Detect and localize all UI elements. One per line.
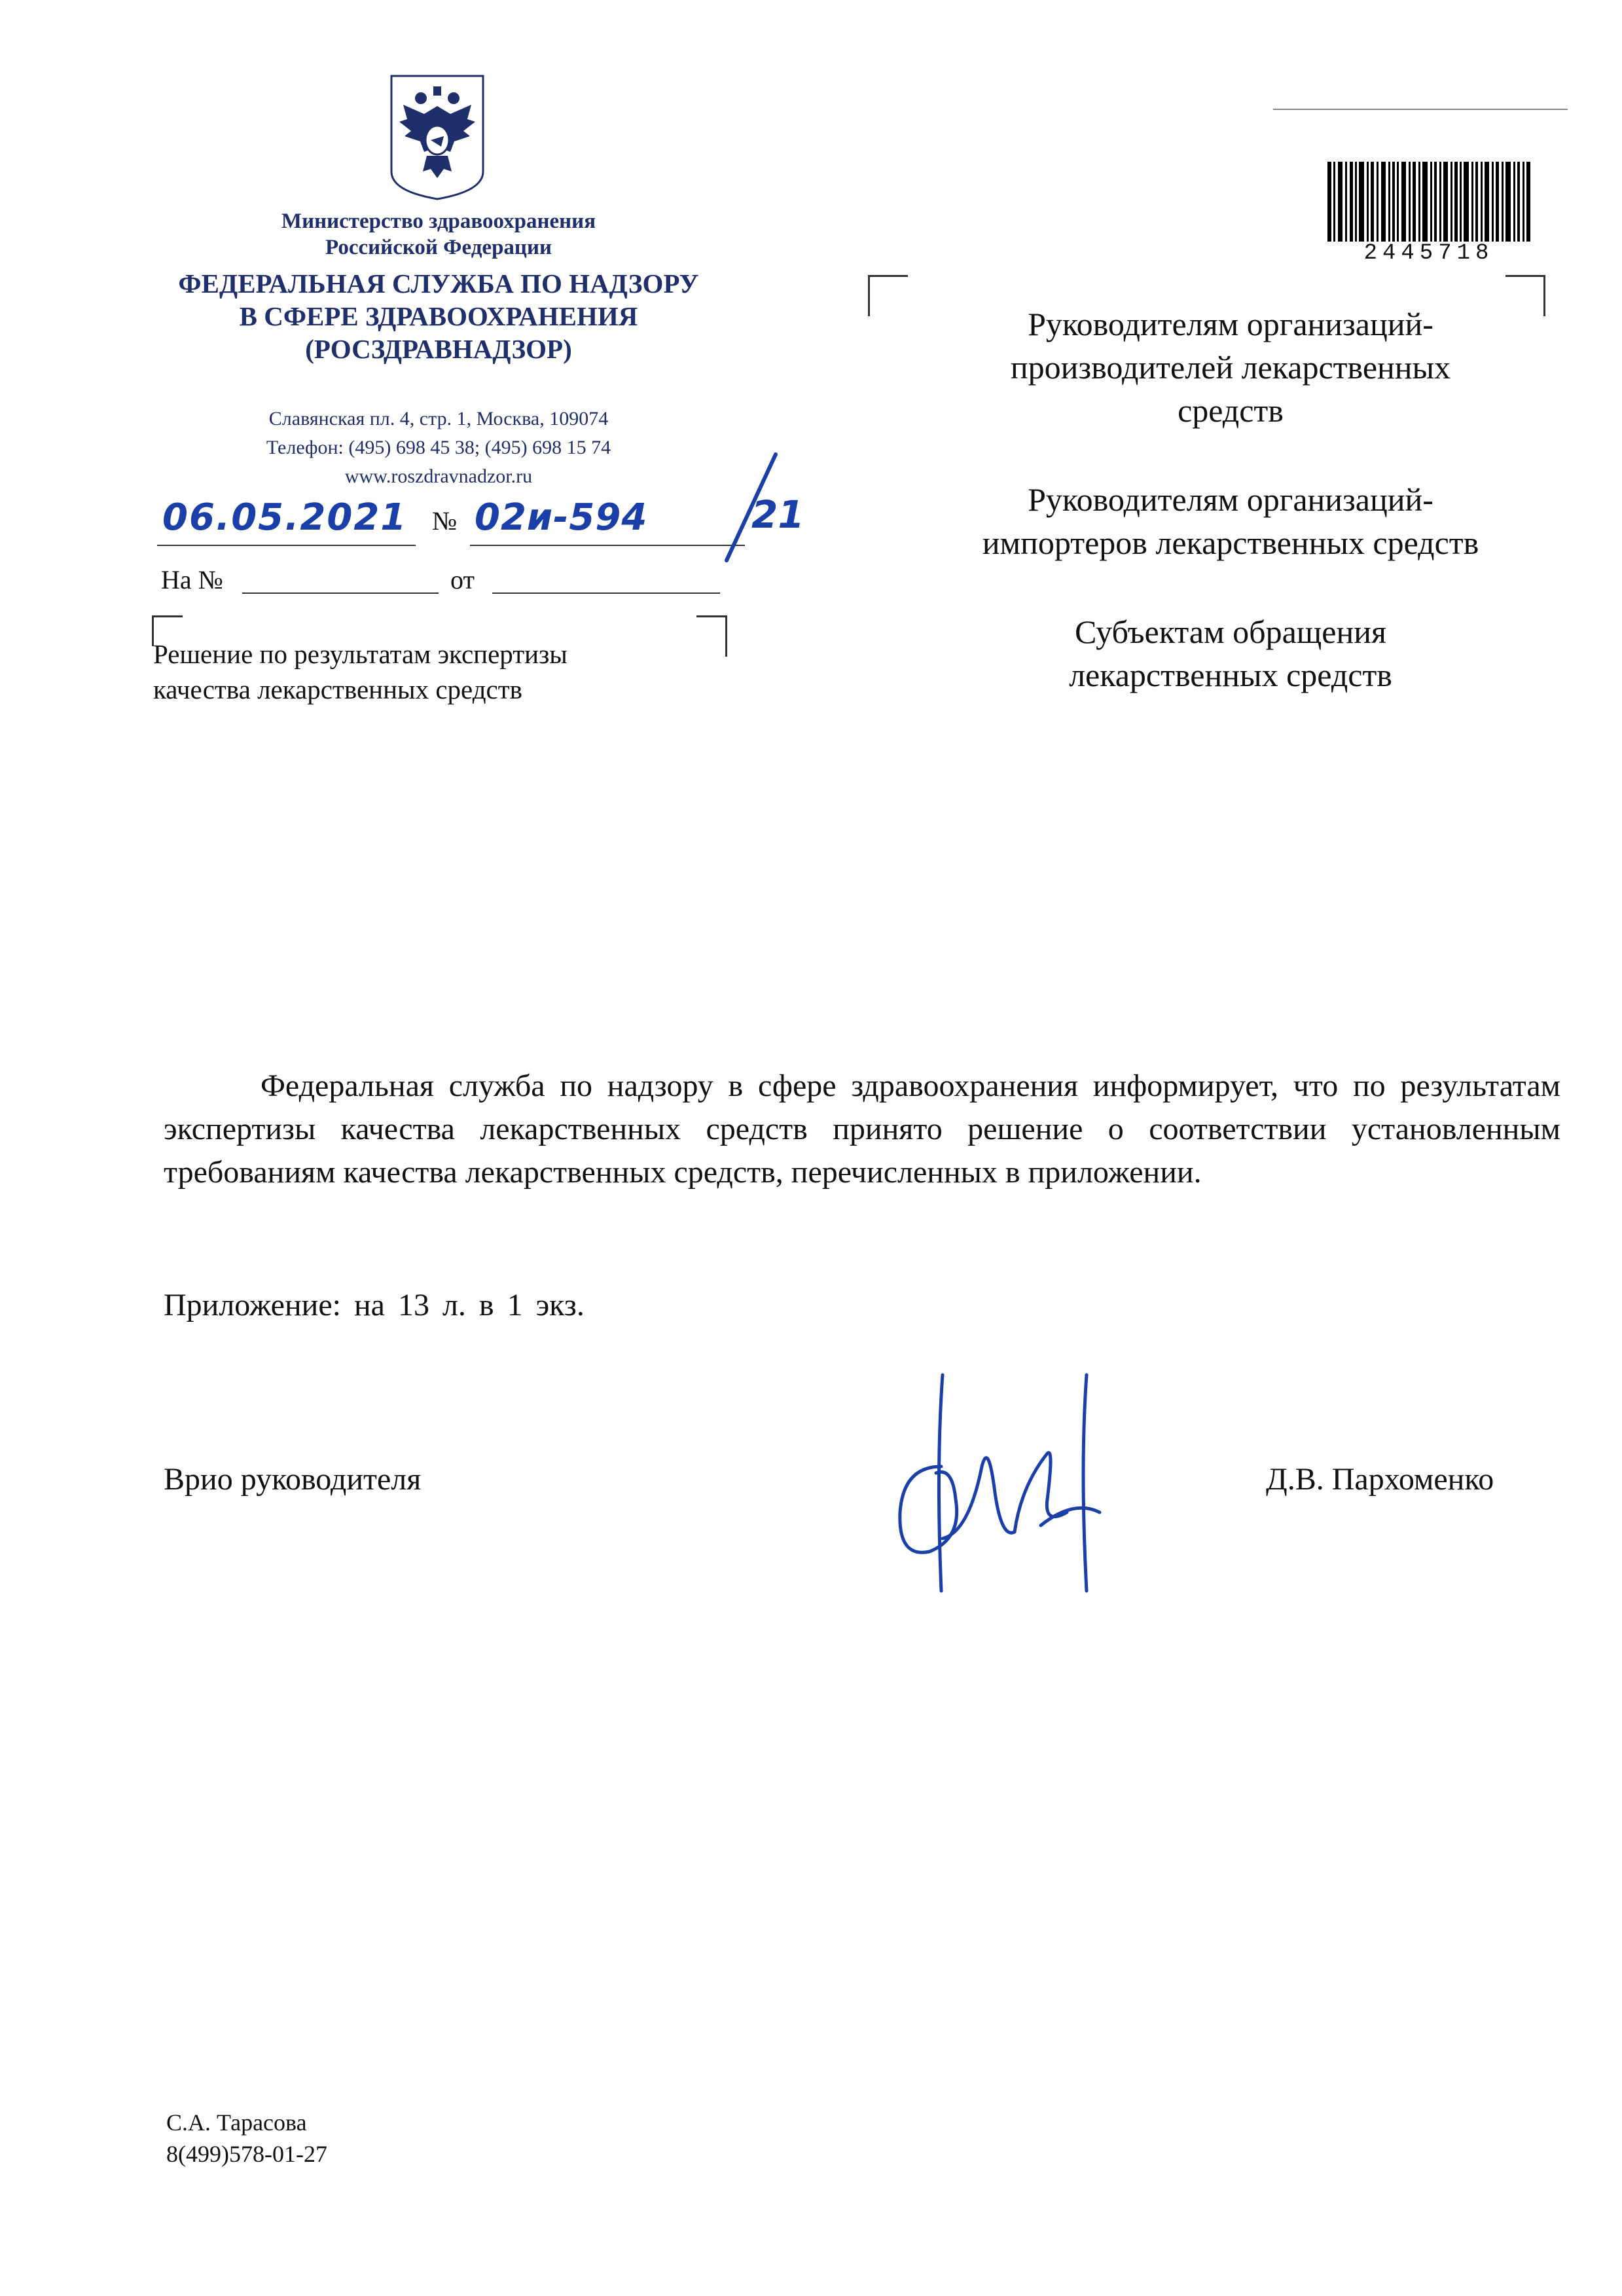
barcode — [1327, 162, 1530, 242]
recipient — [903, 610, 1558, 697]
registration-number-suffix: 21 — [751, 492, 804, 537]
ministry-line: Министерство здравоохранения — [281, 210, 596, 233]
reply-to-label: На № — [161, 565, 223, 594]
ministry-name — [177, 208, 700, 261]
reply-to-line — [242, 592, 439, 594]
contact-block — [177, 405, 700, 491]
recipient — [903, 478, 1558, 564]
website: www.roszdravnadzor.ru — [344, 465, 533, 487]
executor-phone: 8(499)578-01-27 — [166, 2141, 327, 2167]
recipient-line: производителей лекарственных — [1010, 349, 1451, 386]
address: Славянская пл. 4, стр. 1, Москва, 109074 — [268, 408, 609, 429]
service-line: В СФЕРЕ ЗДРАВООХРАНЕНИЯ — [239, 301, 638, 331]
recipients-block — [903, 302, 1558, 742]
service-line: ФЕДЕРАЛЬНАЯ СЛУЖБА ПО НАДЗОРУ — [178, 268, 699, 299]
coat-of-arms-icon — [385, 73, 490, 202]
body-paragraph: Федеральная служба по надзору в сфере здравоохранения информирует, что по результатам экспертизы качества лекарственных средств принято решение о соответствии установленным требованиям качества лекарственных средств, перечисленных в приложении. — [164, 1068, 1560, 1190]
phone: Телефон: (495) 698 45 38; (495) 698 15 74 — [266, 437, 611, 458]
recipient-line: лекарственных средств — [1069, 657, 1392, 693]
service-name — [137, 267, 740, 365]
handwritten-signature — [890, 1368, 1106, 1604]
recipient — [903, 302, 1558, 432]
recipient-line: средств — [1178, 392, 1284, 429]
recipients-corner-left — [868, 275, 908, 316]
signer-name: Д.В. Пархоменко — [1266, 1462, 1494, 1497]
top-rule — [1273, 109, 1568, 110]
number-sign: № — [432, 506, 458, 536]
date-underline — [157, 545, 416, 546]
subject-line: качества лекарственных средств — [153, 674, 523, 704]
recipient-line: Субъектам обращения — [1075, 613, 1386, 650]
attachment-note: Приложение: на 13 л. в 1 экз. — [164, 1288, 585, 1322]
service-line: (РОСЗДРАВНАДЗОР) — [305, 334, 572, 364]
executor-name: С.А. Тарасова — [166, 2109, 307, 2136]
subject — [153, 636, 742, 707]
number-underline — [470, 545, 745, 546]
barcode-number: 2445718 — [1363, 241, 1494, 266]
signer-position: Врио руководителя — [164, 1462, 422, 1497]
registration-number: 02и-594 — [475, 496, 648, 539]
subject-line: Решение по результатам экспертизы — [153, 639, 568, 669]
from-label: от — [450, 565, 475, 594]
recipient-line: импортеров лекарственных средств — [982, 524, 1479, 561]
recipient-line: Руководителям организаций- — [1028, 481, 1433, 518]
ministry-line: Российской Федерации — [325, 236, 552, 259]
from-line — [492, 592, 720, 594]
registration-date: 06.05.2021 — [162, 496, 408, 539]
recipient-line: Руководителям организаций- — [1028, 306, 1433, 342]
executor-block — [166, 2107, 327, 2170]
